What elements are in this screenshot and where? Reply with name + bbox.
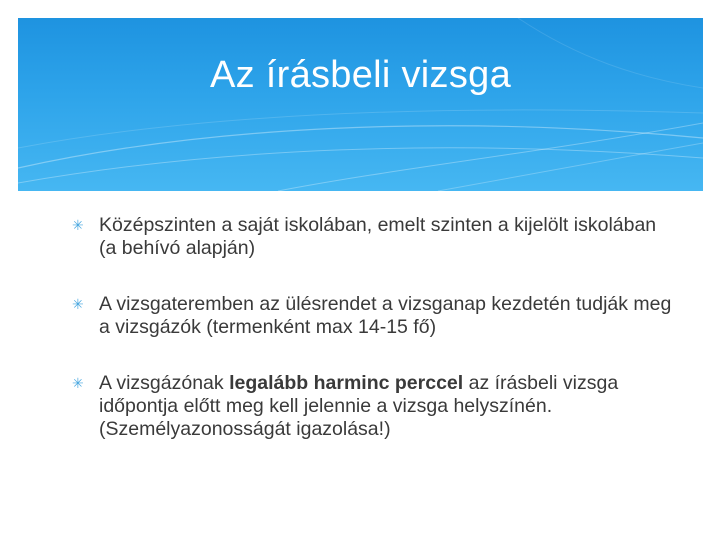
bullet-list: [72, 214, 672, 474]
slide-title: Az írásbeli vizsga: [209, 54, 512, 96]
banner-wave-decoration: [18, 18, 703, 191]
bullet-item: [72, 293, 672, 339]
bullet-item: [72, 214, 672, 260]
bullet-text-before: A vizsgázónak: [99, 372, 230, 394]
asterisk-icon: ✳: [72, 375, 84, 391]
asterisk-icon: ✳: [72, 217, 84, 233]
bullet-text: [99, 372, 618, 440]
bullet-text-after: az írásbeli vizsga időpontja előtt meg kell jelennie a vizsga helyszínén. (Személyazonosságát igazolása!): [99, 372, 619, 440]
asterisk-icon: ✳: [72, 296, 84, 312]
bullet-item: [72, 372, 672, 441]
bullet-text-bold: legalább harminc perccel: [229, 372, 464, 394]
bullet-text: A vizsgateremben az ülésrendet a vizsganap kezdetén tudják meg a vizsgázók (termenként max 14-15 fő): [99, 293, 672, 338]
bullet-text: Középszinten a saját iskolában, emelt szinten a kijelölt iskolában (a behívó alapján): [99, 214, 657, 259]
title-banner: [18, 18, 703, 191]
